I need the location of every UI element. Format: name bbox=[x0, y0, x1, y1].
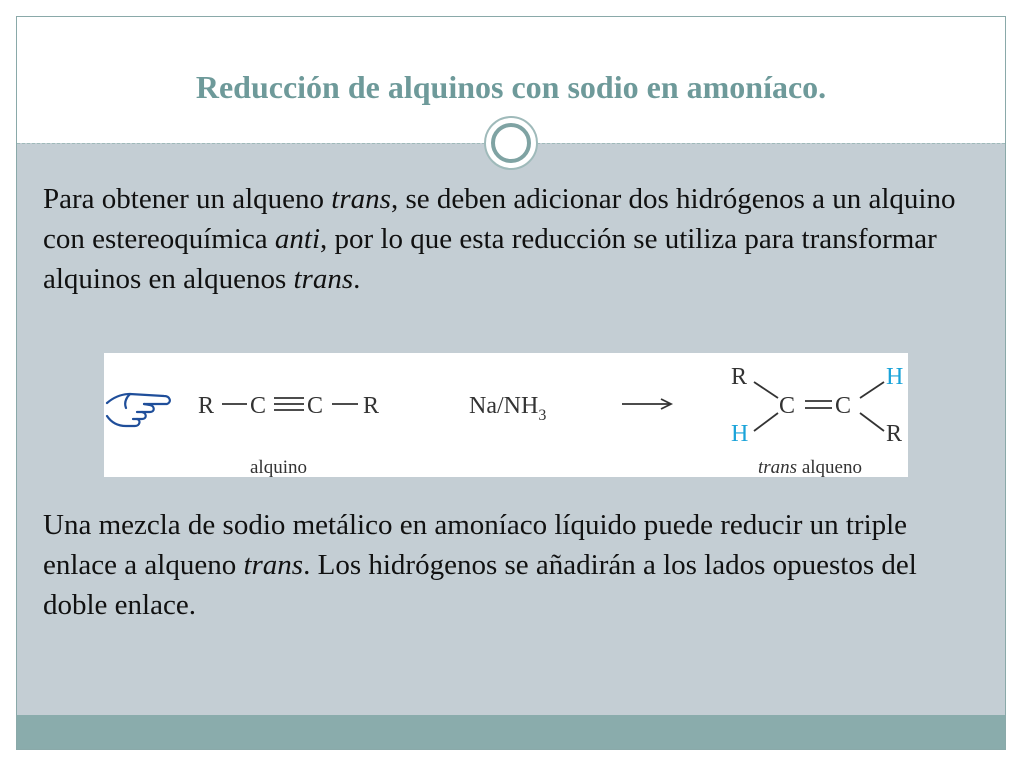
p1-italic-anti: anti bbox=[274, 223, 321, 255]
intro-paragraph bbox=[43, 179, 963, 299]
reagent-label bbox=[469, 393, 546, 424]
p1-text-3: , por lo que esta reducción se utiliza para transformar alquinos en alquenos bbox=[43, 223, 937, 295]
product-caption-rest: alqueno bbox=[797, 457, 862, 477]
p2-text-2: . Los hidrógenos se añadirán a los lados opuestos del doble enlace. bbox=[43, 549, 917, 621]
slide-title: Reducción de alquinos con sodio en amoníaco. bbox=[195, 69, 827, 105]
footer-bar bbox=[17, 715, 1005, 749]
divider-circle-ornament bbox=[484, 116, 538, 170]
slide bbox=[16, 16, 1006, 750]
reagent-main: Na/NH bbox=[469, 393, 539, 419]
p2-text-1: Una mezcla de sodio metálico en amoníaco líquido puede reducir un triple enlace a alqueno bbox=[43, 509, 908, 581]
reactant-c-left: C bbox=[250, 393, 267, 419]
product-h-top: H bbox=[886, 364, 904, 390]
product-h-bottom: H bbox=[731, 421, 749, 447]
reagent-subscript: 3 bbox=[538, 407, 547, 424]
reactant-caption: alquino bbox=[250, 457, 307, 477]
reactant-c-right: C bbox=[307, 393, 324, 419]
p1-italic-trans-2: trans bbox=[293, 263, 354, 295]
closing-paragraph bbox=[43, 505, 963, 625]
pointing-hand-icon bbox=[107, 394, 170, 426]
product-bond-h-top bbox=[860, 382, 884, 398]
p1-text-4: . bbox=[353, 263, 361, 295]
p2-italic-trans: trans bbox=[243, 549, 304, 581]
product-c-right: C bbox=[835, 393, 852, 419]
reactant-r-left: R bbox=[198, 393, 215, 419]
product-bond-r-top bbox=[754, 382, 778, 398]
product-caption-italic: trans bbox=[758, 457, 798, 477]
product-bond-h-bottom bbox=[754, 413, 778, 431]
product-r-bottom: R bbox=[886, 421, 903, 447]
reaction-figure bbox=[104, 353, 908, 477]
product-bond-r-bottom bbox=[860, 413, 884, 431]
p1-italic-trans: trans bbox=[331, 183, 391, 215]
product-caption bbox=[758, 457, 862, 477]
reactant-r-right: R bbox=[363, 393, 380, 419]
p1-text-2: , se deben adicionar dos hidrógenos a un alquino con estereoquímica bbox=[43, 183, 956, 255]
reaction-scheme bbox=[104, 353, 908, 477]
product-r-top: R bbox=[731, 364, 748, 390]
product-c-left: C bbox=[779, 393, 796, 419]
p1-text-1: Para obtener un alqueno bbox=[43, 183, 332, 215]
